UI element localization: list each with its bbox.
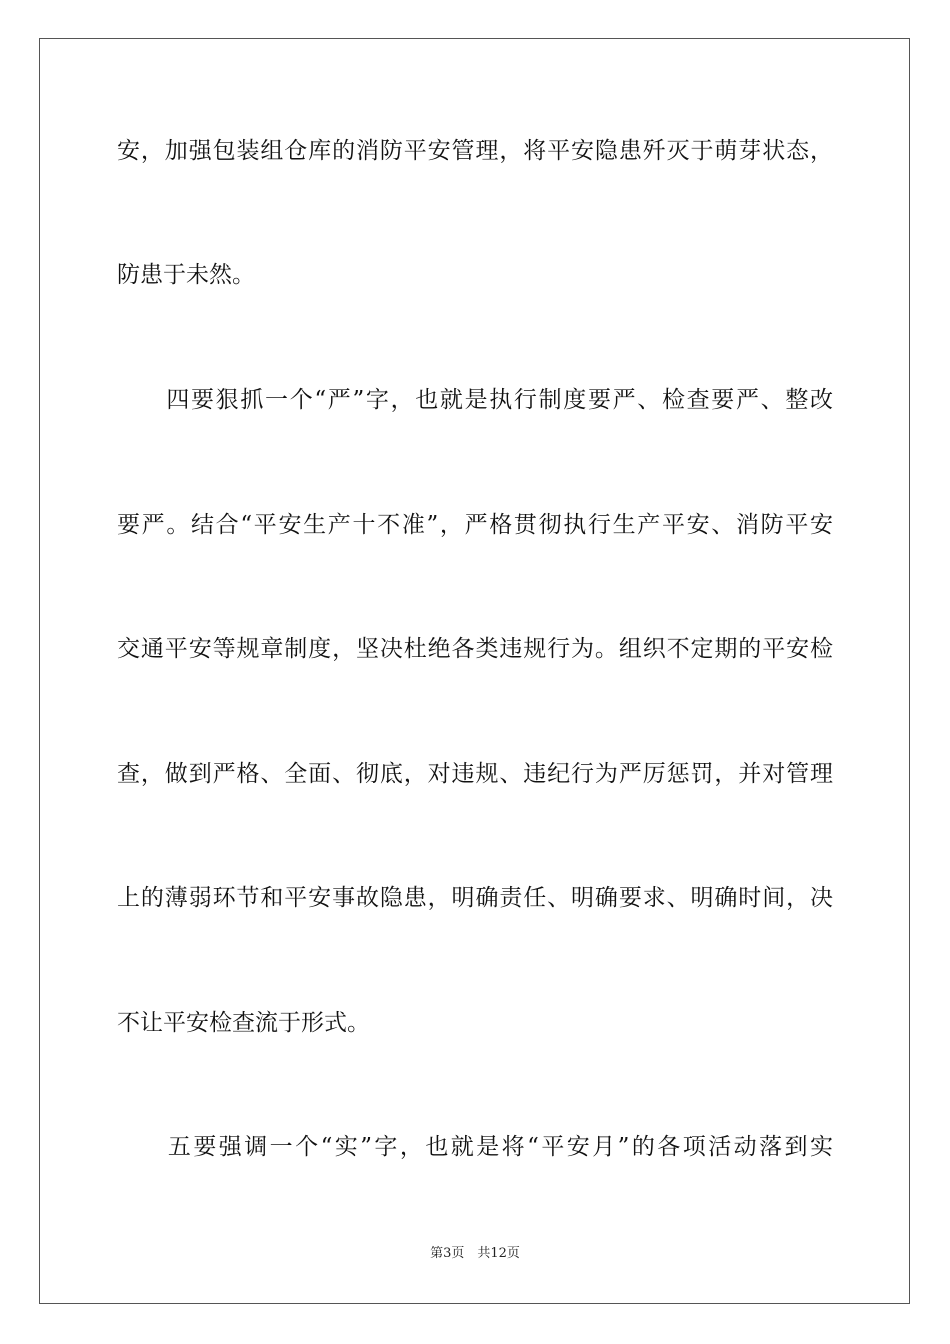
page-number-footer: 第3页 共12页 bbox=[430, 1246, 520, 1261]
paragraph-start-line: 五要强调一个“实”字，也就是将“平安月”的各项活动落到实 bbox=[117, 1134, 833, 1160]
body-text-line: 查，做到严格、全面、彻底，对违规、违纪行为严厉惩罚，并对管理 bbox=[117, 761, 833, 787]
body-text-line: 交通平安等规章制度，坚决杜绝各类违规行为。组织不定期的平安检 bbox=[117, 636, 833, 662]
body-text-line: 不让平安检查流于形式。 bbox=[117, 1010, 370, 1036]
paragraph-start-line: 四要狠抓一个“严”字，也就是执行制度要严、检查要严、整改 bbox=[117, 387, 833, 413]
body-text-line: 上的薄弱环节和平安事故隐患，明确责任、明确要求、明确时间，决 bbox=[117, 885, 833, 911]
body-text-line: 要严。结合“平安生产十不准”，严格贯彻执行生产平安、消防平安 bbox=[117, 512, 833, 538]
body-text-line: 安，加强包装组仓库的消防平安管理，将平安隐患歼灭于萌芽状态， bbox=[117, 138, 833, 164]
page-border bbox=[39, 38, 910, 1304]
body-text-line: 防患于未然。 bbox=[117, 262, 255, 288]
